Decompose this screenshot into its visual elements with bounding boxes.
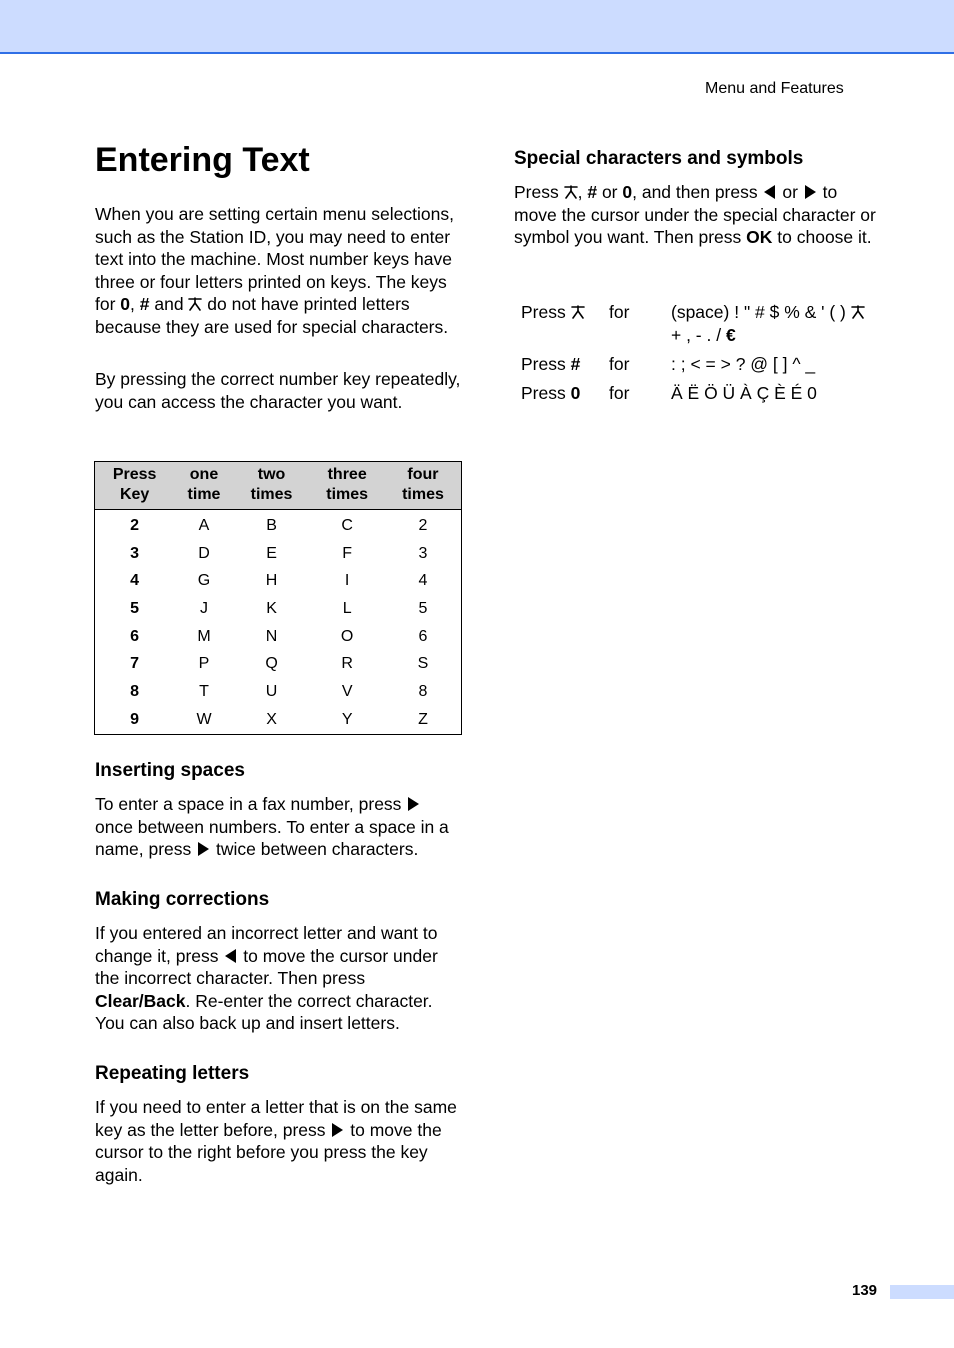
table-cell: S	[417, 655, 429, 673]
text-span: If you need to enter a letter that is on the same key as the letter before, press	[95, 1097, 457, 1140]
table-cell: B	[266, 516, 277, 534]
text-span: Press	[521, 383, 571, 403]
table-cell: K	[266, 599, 277, 617]
table-cell: Z	[418, 710, 428, 728]
table-row	[95, 623, 462, 651]
text-span: Press	[521, 354, 571, 374]
table-cell: 9	[130, 710, 140, 728]
heading-special-characters: Special characters and symbols	[514, 148, 804, 169]
table-row	[95, 540, 462, 568]
ok-key: OK	[746, 227, 773, 247]
clear-back-key: Clear/Back	[95, 990, 186, 1011]
table-cell: 2	[130, 516, 140, 534]
star-key-icon	[571, 305, 585, 319]
press-zero-label	[521, 382, 580, 405]
special-row-star	[521, 301, 881, 346]
special-chars-zero: Ä Ë Ö Ü À Ç È É 0	[671, 383, 817, 403]
table-cell: 6	[418, 627, 428, 645]
text-span: To enter a space in a fax number, press	[95, 794, 407, 814]
heading-making-corrections: Making corrections	[95, 889, 270, 910]
key-hash: #	[570, 354, 581, 374]
for-label: for	[609, 302, 630, 322]
table-cell: 4	[130, 572, 140, 590]
text-span: Press	[514, 182, 564, 202]
table-cell: I	[344, 572, 350, 590]
table-cell: 2	[418, 516, 428, 534]
star-key-icon	[564, 185, 578, 199]
for-label: for	[609, 354, 630, 374]
table-cell: G	[197, 572, 211, 590]
press-star-label	[521, 301, 585, 324]
table-row	[95, 595, 462, 623]
intro-text-a: When you are setting certain menu selections, such as the Station ID, you may need to enter text into the machine. Most number keys have three or four letters printed on keys. The keys for	[95, 204, 454, 314]
intro-and: and	[149, 294, 189, 314]
left-arrow-icon	[225, 949, 236, 963]
for-label: for	[609, 383, 630, 403]
table-cell: L	[342, 599, 352, 617]
col-header-one-time: one time	[174, 462, 234, 510]
special-chars-hash: : ; < = > ? @ [ ] ^ _	[671, 354, 816, 374]
table-cell: F	[342, 544, 353, 562]
key-zero: 0	[622, 182, 633, 202]
text-span: to move the cursor under the incorrect character. Then press	[95, 945, 438, 988]
table-cell: 3	[130, 544, 140, 562]
text-span: If you entered an incorrect letter and want to change it, press	[95, 923, 438, 966]
text-span: ,	[577, 182, 588, 202]
text-span: . Re-enter the correct character. You can also back up and insert letters.	[95, 990, 433, 1033]
special-row-zero	[521, 382, 881, 405]
left-arrow-icon	[764, 185, 775, 199]
intro-paragraph-2: By pressing the correct number key repeatedly, you can access the character you want.	[95, 369, 461, 412]
table-cell: V	[341, 682, 353, 700]
intro-sep: ,	[130, 294, 140, 314]
col-header-three-times: three times	[309, 462, 385, 510]
table-cell: 8	[418, 682, 428, 700]
right-arrow-icon	[198, 842, 209, 856]
table-cell: 8	[130, 682, 140, 700]
text-span: once between numbers. To enter a space in a name, press	[95, 816, 449, 859]
table-cell: 4	[418, 572, 428, 590]
table-row	[95, 706, 462, 734]
text-span: or	[597, 182, 623, 202]
col-header-two-times: two times	[234, 462, 310, 510]
table-cell: E	[266, 544, 277, 562]
euro-symbol: €	[725, 324, 736, 345]
right-arrow-icon	[408, 797, 419, 811]
table-row	[95, 650, 462, 678]
table-cell: W	[196, 710, 212, 728]
special-characters-paragraph	[514, 181, 882, 249]
text-span: + , - . /	[671, 324, 726, 345]
text-span: , and then press	[632, 182, 763, 202]
text-span: twice between characters.	[211, 839, 419, 859]
star-key-icon	[188, 297, 202, 311]
table-row	[95, 678, 462, 706]
table-cell: 6	[130, 627, 140, 645]
col-header-four-times: four times	[385, 462, 462, 510]
press-hash-label	[521, 353, 580, 376]
table-cell: O	[340, 627, 354, 645]
footer-band	[890, 1285, 954, 1299]
table-cell: H	[265, 572, 278, 590]
special-row-hash	[521, 353, 881, 376]
table-header-row	[95, 462, 462, 510]
header-band	[0, 0, 954, 54]
heading-repeating-letters: Repeating letters	[95, 1063, 250, 1084]
table-cell: M	[197, 627, 211, 645]
running-header: Menu and Features	[705, 80, 844, 97]
table-cell: R	[341, 655, 353, 673]
table-row	[95, 510, 462, 540]
key-hash: #	[587, 182, 598, 202]
special-chars-star	[671, 301, 881, 346]
key-hash: #	[139, 294, 150, 314]
repeating-letters-paragraph	[95, 1096, 463, 1186]
text-span: to move the cursor to the right before you press the key again.	[95, 1119, 442, 1185]
heading-inserting-spaces: Inserting spaces	[95, 760, 245, 781]
table-cell: Q	[265, 655, 278, 673]
col-header-press-key: Press Key	[95, 462, 175, 510]
intro-paragraph	[95, 203, 463, 338]
table-cell: T	[199, 682, 209, 700]
text-span: to move the cursor under the special character or symbol you want. Then press	[514, 182, 876, 247]
table-cell: 3	[418, 544, 428, 562]
table-cell: U	[265, 682, 278, 700]
page-title: Entering Text	[95, 141, 310, 179]
table-cell: A	[198, 516, 210, 534]
text-span: Press	[521, 302, 571, 322]
text-span: (space) ! " # $ % & ' ( )	[671, 302, 851, 322]
table-cell: C	[341, 516, 353, 534]
table-cell: J	[200, 599, 208, 617]
table-cell: 7	[130, 655, 140, 673]
text-span: to choose it.	[772, 227, 872, 247]
right-arrow-icon	[332, 1123, 343, 1137]
key-zero: 0	[570, 383, 581, 403]
table-cell: P	[198, 655, 210, 673]
table-cell: N	[265, 627, 278, 645]
table-row	[95, 567, 462, 595]
key-zero: 0	[120, 294, 131, 314]
table-cell: D	[198, 544, 210, 562]
text-span: or	[777, 182, 803, 202]
making-corrections-paragraph	[95, 922, 463, 1035]
inserting-spaces-paragraph	[95, 793, 463, 861]
intro-text-b: do not have printed letters because they are used for special characters.	[95, 294, 449, 337]
right-arrow-icon	[805, 185, 816, 199]
page-number: 139	[852, 1282, 878, 1299]
table-cell: 5	[130, 599, 140, 617]
star-key-icon	[851, 305, 865, 319]
table-cell: Y	[341, 710, 353, 728]
key-letter-table	[94, 461, 462, 735]
table-cell: X	[266, 710, 277, 728]
table-cell: 5	[418, 599, 428, 617]
